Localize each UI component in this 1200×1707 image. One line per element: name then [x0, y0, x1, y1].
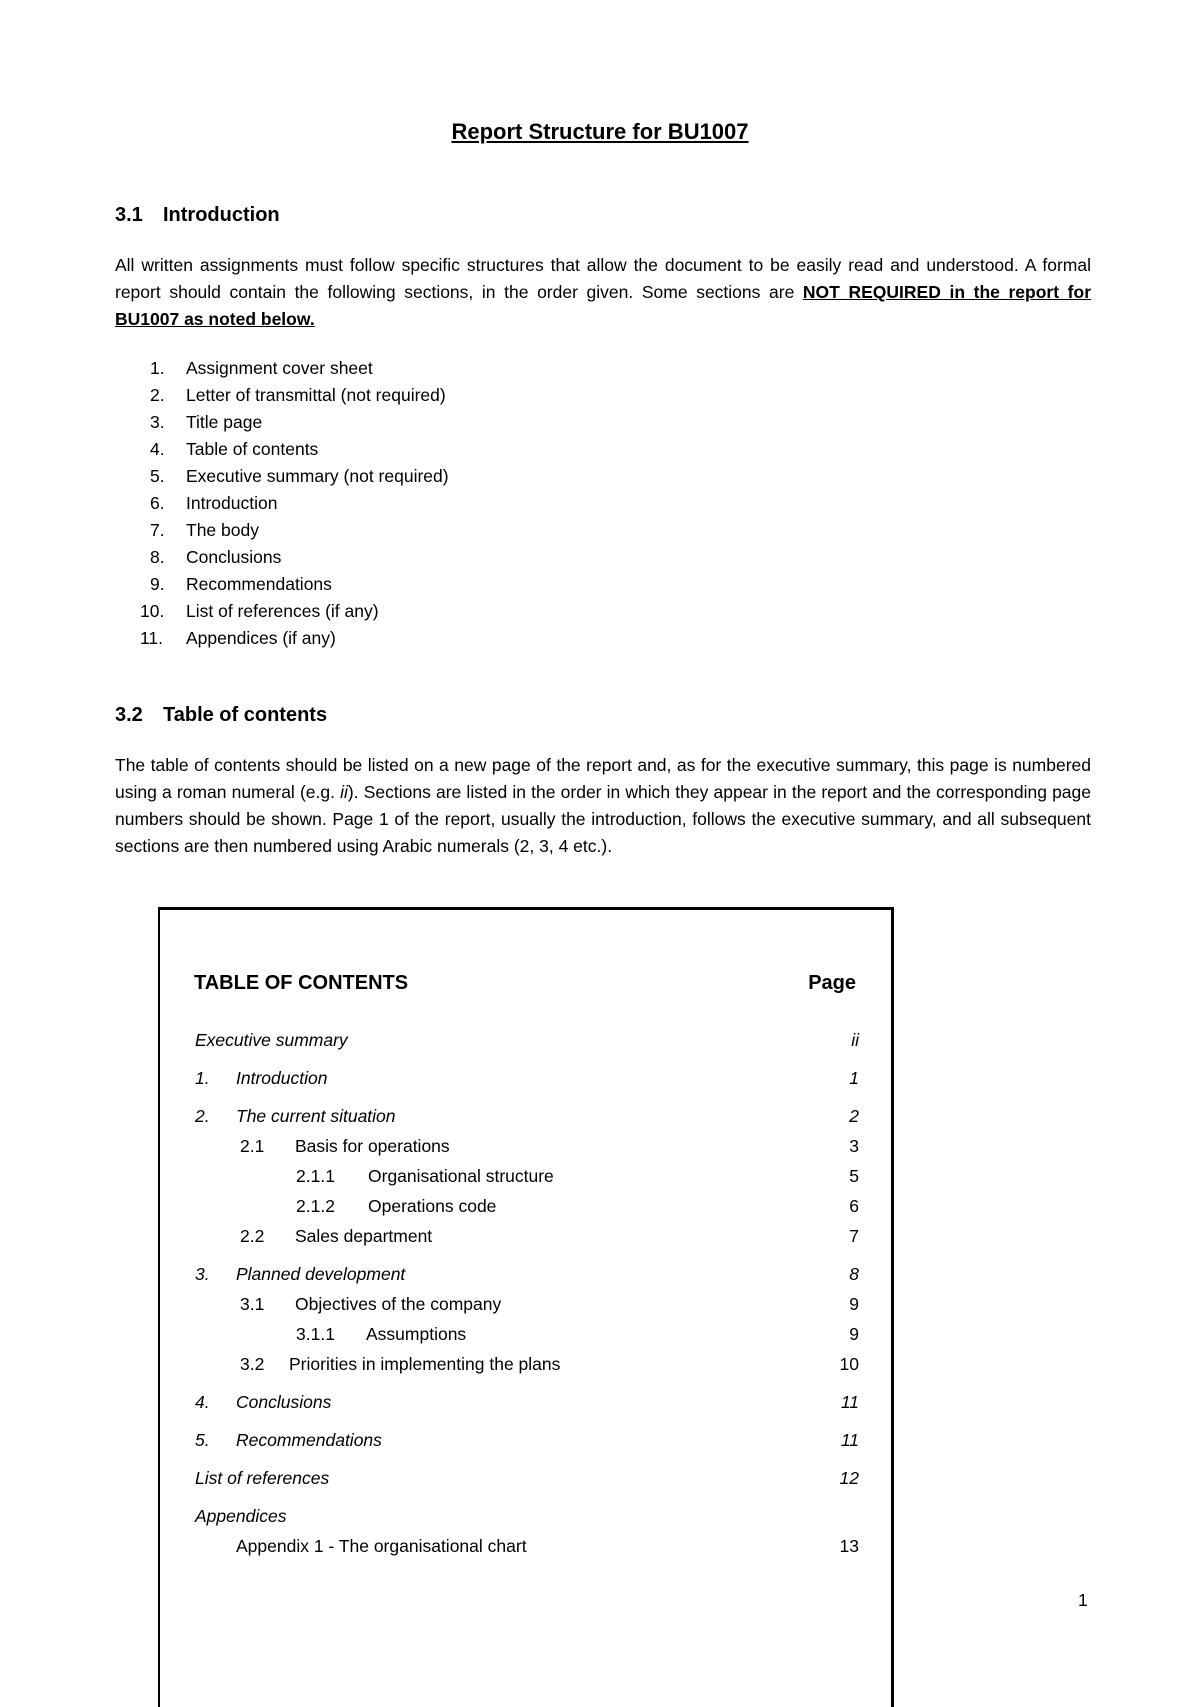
toc-page-heading: Page: [808, 972, 856, 994]
list-item: 7. The body: [150, 520, 259, 540]
section-title: Introduction: [163, 204, 280, 226]
toc-paragraph: The table of contents should be listed on a new page of the report and, as for the executive summary, this page is numbered using a roman numeral (e.g. ii). Sections are listed in the order in which they appear in the report and the corresponding page numbers should be shown. Page 1 of the report, usually the introduction, follows the executive summary, and all subsequent sections are then numbered using Arabic numerals (2, 3, 4 etc.).: [115, 755, 1091, 856]
section-heading-table-of-contents: [115, 704, 327, 727]
section-heading-introduction: [115, 204, 280, 227]
toc-row: List of references 12: [195, 1468, 859, 1488]
toc-row: 2.2 Sales department 7: [240, 1226, 859, 1246]
section-number: 3.1: [115, 204, 143, 226]
list-item: 6. Introduction: [150, 493, 278, 513]
list-item: 2. Letter of transmittal (not required): [150, 385, 446, 405]
list-item: 11. Appendices (if any): [140, 628, 336, 648]
toc-row: 2.1.1 Organisational structure 5: [296, 1166, 859, 1186]
toc-row: 2.1 Basis for operations 3: [240, 1136, 859, 1156]
toc-row: 3.2 Priorities in implementing the plans 10: [240, 1354, 859, 1374]
intro-paragraph: [115, 252, 1091, 333]
document-title: Report Structure for BU1007: [451, 119, 749, 144]
list-item: 8. Conclusions: [150, 547, 282, 567]
not-required-note: NOT REQUIRED in the report for BU1007 as noted below.: [115, 282, 1092, 329]
list-item: 3. Title page: [150, 412, 263, 432]
toc-row: 3.1.1 Assumptions 9: [296, 1324, 859, 1344]
list-item: 10. List of references (if any): [140, 601, 379, 621]
toc-row: 1. Introduction 1: [195, 1068, 859, 1088]
section-title: Table of contents: [163, 704, 328, 726]
section-number: 3.2: [115, 704, 143, 726]
toc-row: 4. Conclusions 11: [195, 1392, 859, 1412]
toc-row: 5. Recommendations 11: [195, 1430, 859, 1450]
toc-row: Executive summary ii: [195, 1030, 859, 1050]
sample-table-of-contents: [158, 907, 894, 1707]
list-item: 5. Executive summary (not required): [150, 466, 449, 486]
toc-heading: TABLE OF CONTENTS: [194, 972, 409, 994]
roman-numeral-example: ii: [340, 782, 348, 802]
page-number: 1: [1078, 1590, 1088, 1610]
list-item: 1. Assignment cover sheet: [150, 358, 373, 378]
toc-row: 3.1 Objectives of the company 9: [240, 1294, 859, 1314]
toc-row: Appendices: [195, 1506, 287, 1526]
list-item: 9. Recommendations: [150, 574, 332, 594]
toc-row: 2.1.2 Operations code 6: [296, 1196, 859, 1216]
toc-row: Appendix 1 - The organisational chart 13: [236, 1536, 859, 1556]
intro-text: All written assignments must follow specific structures that allow the document to be easily read and understood. A formal report should contain the following sections, in the order given. Some sections are: [115, 255, 1091, 302]
list-item: 4. Table of contents: [150, 439, 319, 459]
report-sections-list: [140, 355, 449, 652]
toc-row: 3. Planned development 8: [195, 1264, 859, 1284]
toc-row: 2. The current situation 2: [195, 1106, 859, 1126]
